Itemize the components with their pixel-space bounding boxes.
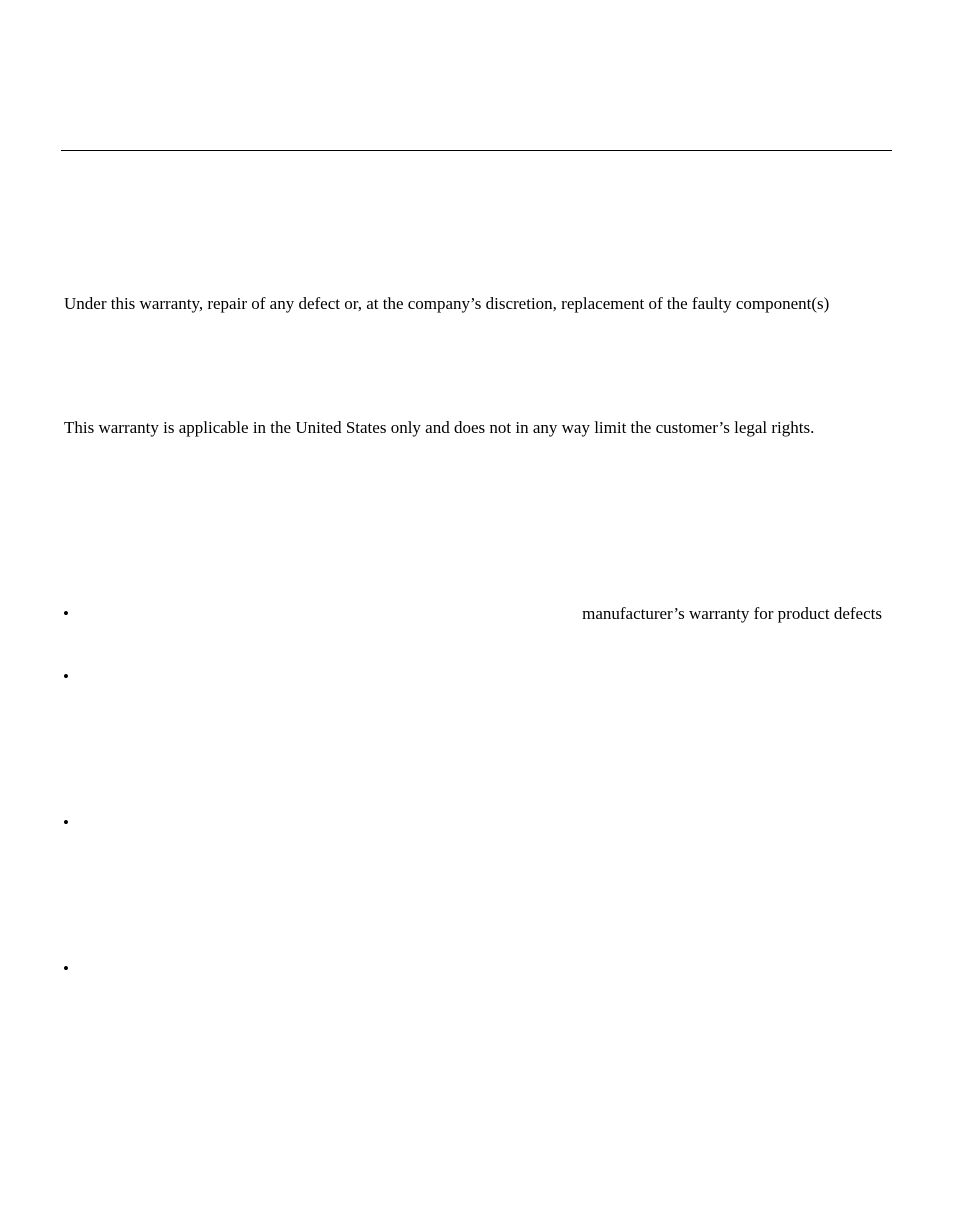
bullet-marker: • <box>63 604 69 623</box>
bullet-marker: • <box>63 813 69 832</box>
bullet-text: manufacturer’s warranty for product defects <box>582 604 882 623</box>
warranty-repair-paragraph: Under this warranty, repair of any defect or, at the company’s discretion, replacement of the faulty component(s) <box>64 294 830 313</box>
bullet-marker: • <box>63 667 69 686</box>
horizontal-rule <box>61 150 892 151</box>
bullet-marker: • <box>63 959 69 978</box>
warranty-scope-paragraph: This warranty is applicable in the United States only and does not in any way limit the customer’s legal rights. <box>64 418 815 437</box>
